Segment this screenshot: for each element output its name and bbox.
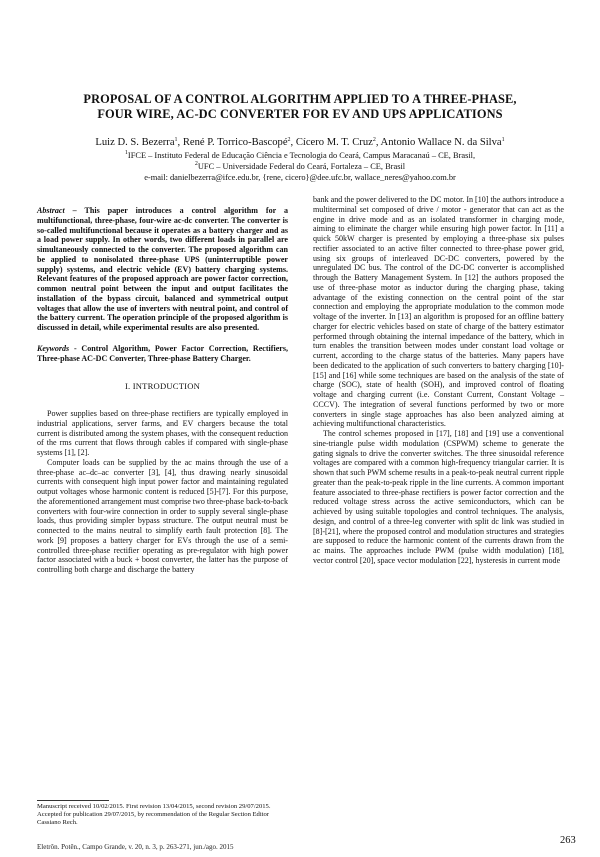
paper-title-line-1: PROPOSAL OF A CONTROL ALGORITHM APPLIED TO A THREE-PHASE, (83, 92, 517, 106)
body-paragraph: Computer loads can be supplied by the ac mains through the use of a three-phase ac–dc–ac converter [3], [4], thus drawing nearly sinusoidal currents with consequent high input power factor and maintaining regulated output voltages whose harmonic content is reduced [5]-[7]. For this purpose, the aforementioned arrangement must comprise two three-phase back-to-back converters with four-wire connection in order to supply several single-phase loads, thus providing simpler bypass structure. The output neutral must be connected to the mains neutral to simplify earth fault protection [8]. The work [9] proposes a battery charger for EVs through the use of a semi-controlled three-phase rectifier operating as pre-regulator with high power factor associated with a buck + boost converter, the latter has the purpose of controlling both charge and discharge the battery (37, 457, 288, 574)
affiliation-1 (30, 150, 570, 161)
keywords-text: - Control Algorithm, Power Factor Correction, Rectifiers, Three-phase AC-DC Converter, Three-phase Battery Charger. (37, 343, 288, 363)
affiliation-marker: 2 (194, 161, 198, 167)
keywords (37, 344, 288, 364)
body-paragraph: The control schemes proposed in [17], [18] and [19] use a conventional sine-triangle pulse width modulation (CSPWM) scheme to generate the gating signals to drive the converter switches. The three sinusoidal reference voltages are compared with a common high-frequency triangular carrier. It is shown that such PWM scheme results in a peak-to-peak neutral current ripple greater than the peak-to-peak ripple in the line currents. A common important feature associated to three-phase rectifiers is power factor correction and the reduced voltage stress across the active semiconductors, which can be achieved by using suitable topologies and control techniques. The analysis, design, and control of a three-leg converter with split dc link was studied in [8]-[21], where the proposed control and modulation structures and strategies are supposed to reduce the harmonic content of the currents drawn from the ac mains. The approaches include PWM (pulse width modulation) [18], vector control [20], space vector modulation [22], hysteresis in current mode (313, 429, 564, 565)
author-separator: , (290, 137, 296, 148)
page-number: 263 (560, 835, 576, 846)
author-affiliation-marker: 2 (287, 137, 291, 143)
affiliation-2-text: UFC – Universidade Federal do Ceará, Fortaleza – CE, Brasil (197, 162, 406, 171)
right-column (313, 195, 564, 566)
affiliation-2 (30, 161, 570, 172)
manuscript-footnote: Manuscript received 10/02/2015. First revision 13/04/2015, second revision 29/07/2015. Accepted for publication 29/07/2015, by recommendation of the Regular Section Editor Cassiano Rech. (37, 803, 271, 827)
author-separator: , (177, 137, 183, 148)
abstract (37, 206, 288, 333)
journal-reference: Eletrôn. Potên., Campo Grande, v. 20, n. 3, p. 263-271, jun./ago. 2015 (37, 843, 234, 851)
author-affiliation-marker: 1 (501, 137, 505, 143)
body-paragraph: bank and the power delivered to the DC motor. In [10] the authors introduce a multiterminal set composed of drive / motor - generator that can act as the engine in drive mode and as an isolated transformer in charging mode, aiming to eliminate the charger while ensuring high power factor. In [11] a quick 50kW charger is presented by employing a three-phase six pulses rectifier associated to an active filter connected to three-phase power grid, using six groups of interleaved DC-DC converters, powered by the unregulated DC bus. The control of the DC-DC converter is accomplished through the Battery Management System. In [12] the authors proposed the use of three-phase motor as inductor during the charging phase, taking advantage of the existing connection on the central point of the star connection and employing the appropriate modulation to the common mode voltage of the inverter. In [13] an algorithm is proposed for an offline battery charger for electric vehicles based on state of charge of the battery estimator performed through obtaining the internal impedance of the battery, which in turn enables the transition between modes under constant load voltage or current, according to the charge status of the batteries. Many papers have been dedicated to the application of such converters to battery charging [10]-[15] and [16] while some techniques are based on the analysis of the state of charge (SOC), state of health (SOH), and improved control of floating voltage and charging current (i.e. Constant Current, Constant Voltage – CCCV). The integration of several functions performed by two or more converters in single stage approaches has also been analyzed aiming at achieving multifunctional characteristics. (313, 195, 564, 429)
author-name: Antonio Wallace N. da Silva (380, 137, 502, 148)
keywords-label: Keywords (37, 343, 70, 353)
abstract-label: Abstract (37, 206, 65, 215)
author-name: René P. Torrico-Bascopé (182, 137, 288, 148)
author-affiliation-marker: 2 (372, 137, 376, 143)
abstract-text: – This paper introduces a control algorithm for a multifunctional, three-phase, four-wire ac-dc converter. The converter is so-called multifunctional because it operates as a battery charger and as a load power supply. In other words, two different loads in parallel are simultaneously connected to the converter. The proposed algorithm can be applied to nonisolated three-phase UPS (uninterruptible power supply) systems, and electric vehicle (EV) battery charging systems. Relevant features of the proposed approach are power factor correction, common neutral point between the input and output facilitates the installation of the bypass circuit, balanced and symmetrical output voltages that allow the use of inverters with neutral point, and control of the battery current. The operation principle of the proposed algorithm is discussed in detail, while experimental results are also presented. (37, 206, 288, 332)
left-column (37, 206, 288, 575)
author-name: Cícero M. T. Cruz (295, 137, 373, 148)
author-affiliation-marker: 1 (174, 137, 178, 143)
author-emails: e-mail: danielbezerra@ifce.edu.br, {rene, cicero}@dee.ufc.br, wallace_neres@yahoo.com.br (144, 173, 456, 182)
body-paragraph: Power supplies based on three-phase rectifiers are typically employed in industrial applications, server farms, and EV chargers because the total current is distributed among the system phases, with the consequent reduction of the rms current that flows through cables if compared with single-phase systems [1], [2]. (37, 409, 288, 457)
author-separator: , (375, 137, 381, 148)
paper-title-line-2: FOUR WIRE, AC-DC CONVERTER FOR EV AND UPS APPLICATIONS (97, 107, 503, 121)
section-heading-introduction: I. INTRODUCTION (124, 381, 201, 392)
author-name: Luiz D. S. Bezerra (95, 137, 175, 148)
footnote-divider (37, 800, 109, 801)
affiliation-marker: 1 (124, 150, 128, 156)
affiliation-1-text: IFCE – Instituto Federal de Educação Ciência e Tecnologia do Ceará, Campus Maracanaú – CE, Brasil, (127, 151, 476, 160)
author-list (30, 136, 570, 149)
